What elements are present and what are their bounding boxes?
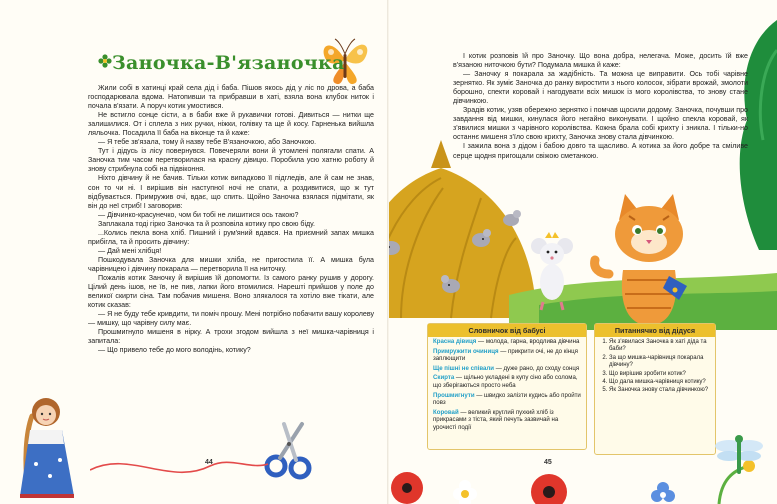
paragraph: Пошкодувала Заночка для мишки хліба, не пригостила її. А мишка була чарівницею і дівчину покарала — перетворила її на ниточку. [88, 255, 374, 273]
paragraph: Зрадів котик, узяв обережно зернятко і помчав щосили додому. Заночка, почувши про завдання від мишки, кинулася його негайно виконувати. І щойно спекла коровай, як з'явилися мишки з чарівного королівства. Кожна брала собі крихту і зникла. І тільки-но останнє мишеня з'їло свою крихту, Заночка знову стала дівчинкою. [453, 106, 748, 142]
story-title: Заночка-В'язаночка [112, 52, 345, 74]
yarn-ball-illustration [90, 440, 270, 490]
flower-ornament-icon [98, 54, 112, 68]
glossary-item [428, 337, 586, 347]
question-item: 1. Як з'явилася Заночка в хаті діда та баби? [609, 339, 715, 354]
glossary-item [428, 347, 586, 364]
cat-illustration [589, 190, 709, 330]
paragraph: Прошмигнуло мишеня в нірку. А трохи згодом вийшла з неї мишка-чарівниця і запитала: [88, 328, 374, 346]
question-item: 5. Як Заночка знову стала дівчинкою? [609, 387, 715, 394]
glossary-term: Прошмигнути [433, 391, 475, 399]
left-page [0, 0, 388, 504]
glossary-definition: — швидко залізти кудись або пройти повз [433, 391, 581, 407]
questions-heading: Питаннячко від дідуся [595, 324, 715, 337]
glossary-item [428, 391, 586, 408]
glossary-definition: — молода, гарна, вродлива дівчина [476, 338, 580, 345]
paragraph: І зажила вона з дідом і бабою довго та щасливо. А котика за його добре та сміливе серце щодня пригощали свіжою сметанкою. [453, 142, 748, 160]
glossary-definition: — великий круглий пухкий хліб із прикрасами з тіста, який печуть зазвичай на урочисті події [433, 408, 559, 431]
paragraph: — Дай мені хлібця! [98, 246, 162, 255]
scissors-icon [262, 420, 318, 480]
glossary-term: Скирта [433, 374, 455, 382]
questions-box [594, 323, 716, 455]
question-item: 4. Що дала мишка-чарівниця котику? [609, 379, 715, 386]
glossary-item [428, 373, 586, 390]
glossary-item [428, 364, 586, 374]
page-number-right: 45 [544, 459, 552, 466]
paragraph: Не встигло сонце сісти, а в баби вже й рукавички готові. Дивиться — нитки ще залишилися. От і сплела з них ручки, ніжки, голівку та ще й косу. Гарненька вийшла ляльочка. Посадила її баба на віконце та й каже: [88, 111, 374, 138]
mouse-queen-illustration [527, 232, 577, 312]
paragraph: Заплакала тоді гірко Заночка та й розповіла котику про свою біду. [98, 219, 315, 228]
question-item: 2. За що мишка-чарівниця покарала дівчину? [609, 355, 715, 370]
paragraph: Жили собі в хатинці край села дід і баба. Пішов якось дід у ліс по дрова, а баба господарювала вдома. Натопивши та прибравши в хаті, взяла вона клубок ниток і почала в'язати. А поруч котик умостився. [88, 84, 374, 111]
question-item: 3. Що вирішив зробити котик? [609, 371, 715, 378]
glossary-term: Ще пішні не співали [433, 364, 495, 372]
dragonfly-illustration [711, 430, 767, 480]
glossary-term: Примружити очиниця [433, 347, 499, 355]
grass-illustration [389, 255, 777, 330]
glossary-box [427, 323, 587, 450]
paragraph: — Що привело тебе до мого володінь, котику? [98, 346, 251, 355]
glossary-definition: — прикрити очі, не до кінця заплющити [433, 347, 578, 363]
story-column-right [453, 52, 748, 161]
right-page [389, 0, 777, 504]
glossary-term: Красна дівиця [433, 338, 477, 345]
paragraph: Пожалів котик Заночку й вирішив їй допомогти. Із самого ранку рушив у дорогу. Цілий день ішов, не їв, не пив, лапки його втомилися. Нарешті прийшов у поле до великої скирти сіна. Там побачив мишеня. Воно злякалося та хотіло вже тікати, але котик сказав: [88, 273, 374, 310]
story-column-left [88, 84, 374, 355]
glossary-definition: — дуже рано, до сходу сонця [494, 364, 580, 372]
paragraph: ...Колись пекла вона хліб. Пишний і рум'яний вдався. На приємний запах мишка прибігла, та й просить дівчину: [88, 228, 374, 246]
page-number-left: 44 [205, 459, 213, 466]
paragraph: — Я не буду тебе кривдити, ти поміч прошу. Мені потрібно побачити вашу королеву — мишку, що чарівну силу має. [88, 310, 375, 328]
doll-illustration [12, 392, 82, 502]
paragraph: — Заночку я покарала за жадібність. Та можна це виправити. Ось тобі чарівне зернятко. Як зуміє Заночка до ранку виростити з нього колосок, зібрати врожай, змолоти борошно, спекти коровай і нагодувати всіх мишок із мого королівства, то знову стане дівчинкою. [453, 70, 748, 106]
paragraph: — Дівчинко-красунечко, чом би тобі не лишитися ось такою? [98, 210, 299, 219]
questions-list [595, 339, 715, 395]
glossary-definition: — щільно укладені в купу сіно або солома, що зберігаються просто неба [433, 374, 578, 389]
glossary-item [428, 408, 586, 433]
glossary-term: Коровай [433, 408, 459, 416]
paragraph: — Я тебе зв'язала, тому й назву тебе В'язаночкою, або Заночкою. [98, 138, 317, 147]
glossary-heading: Словничок від бабусі [428, 324, 586, 337]
paragraph: Тут і дідусь із лісу повернувся. Повечеряли вони й утомлені полягали спати. А Заночка тим часом перетворилася на красну дівицю. Поробила усю хатню роботу й знову стрибнула собі на підвіконня. [88, 147, 374, 174]
paragraph: Ніхто дівчину й не бачив. Тільки котик випадково її підгледів, але й сам не знав, сон то чи ні. І вирішив він наступної ночі не спати, а роздивитися, що ж тут відбувається. Примружив очі, вдає, що спить. Щойно Заночка взялася підмітати, як він до неї стриб! І заговорив: [88, 174, 374, 210]
paragraph: І котик розповів їй про Заночку. Що вона добра, нелегача. Може, досить їй вже в'язаною ниточкою бути? Подумала мишка й каже: [453, 52, 748, 70]
